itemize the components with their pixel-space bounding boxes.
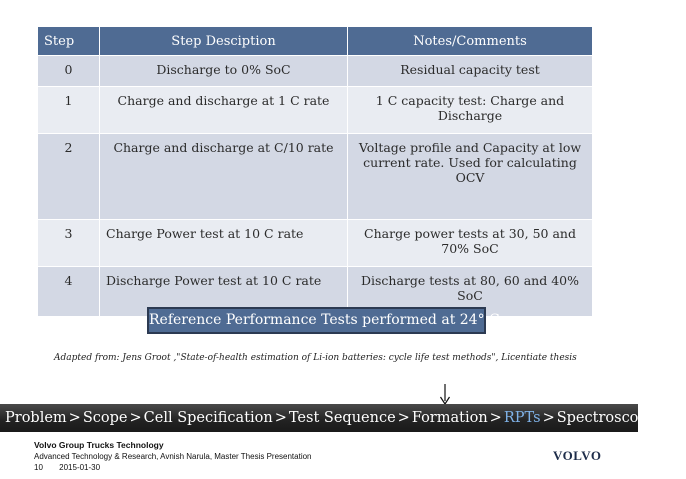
notes-cell: Discharge tests at 80, 60 and 40% SoC <box>348 267 593 317</box>
breadcrumb-separator: > <box>274 410 287 426</box>
header-step: Step <box>38 27 100 56</box>
rpt-table <box>37 26 593 317</box>
footer-org: Volvo Group Trucks Technology <box>34 440 164 450</box>
breadcrumb-item[interactable]: Formation <box>411 410 488 426</box>
step-cell: 1 <box>38 87 100 134</box>
header-description: Step Desciption <box>100 27 348 56</box>
breadcrumb-separator: > <box>397 410 410 426</box>
breadcrumb-separator: > <box>68 410 81 426</box>
breadcrumb-separator: > <box>657 410 671 426</box>
breadcrumb-item[interactable]: ... <box>672 410 686 426</box>
caption-box: Reference Performance Tests performed at 24° C <box>147 307 486 334</box>
step-cell: 3 <box>38 220 100 267</box>
breadcrumb-items <box>0 404 686 432</box>
breadcrumb-item[interactable]: Scope <box>82 410 128 426</box>
description-cell: Charge Power test at 10 C rate <box>100 220 348 267</box>
breadcrumb-item[interactable]: Spectroscopy <box>556 410 656 426</box>
breadcrumb-separator: > <box>489 410 502 426</box>
table-header-row <box>38 27 593 56</box>
breadcrumb <box>0 404 686 432</box>
notes-cell: 1 C capacity test: Charge and Discharge <box>348 87 593 134</box>
table-row <box>38 87 593 134</box>
breadcrumb-item[interactable]: Cell Specification <box>143 410 273 426</box>
table-row <box>38 220 593 267</box>
notes-cell: Voltage profile and Capacity at low current rate. Used for calculating OCV <box>348 134 593 220</box>
footer-page-number: 10 <box>34 463 43 472</box>
table-row <box>38 56 593 87</box>
step-cell: 4 <box>38 267 100 317</box>
description-cell: Charge and discharge at 1 C rate <box>100 87 348 134</box>
down-arrow-icon <box>439 384 451 406</box>
volvo-logo: VOLVO <box>553 448 602 463</box>
citation-text: Adapted from: Jens Groot ,"State-of-health estimation of Li-ion batteries: cycle life test methods", Licentiate thesis <box>54 353 577 363</box>
description-cell: Discharge to 0% SoC <box>100 56 348 87</box>
footer <box>34 440 312 473</box>
step-cell: 0 <box>38 56 100 87</box>
footer-subtitle: Advanced Technology & Research, Avnish Narula, Master Thesis Presentation <box>34 452 312 461</box>
breadcrumb-item[interactable]: Problem <box>5 410 67 426</box>
breadcrumb-item[interactable]: Test Sequence <box>288 410 396 426</box>
footer-date: 2015-01-30 <box>59 463 101 472</box>
description-cell: Discharge Power test at 10 C rate <box>100 267 348 317</box>
description-cell: Charge and discharge at C/10 rate <box>100 134 348 220</box>
footer-meta <box>34 462 312 473</box>
breadcrumb-separator: > <box>542 410 555 426</box>
step-cell: 2 <box>38 134 100 220</box>
notes-cell: Residual capacity test <box>348 56 593 87</box>
header-notes: Notes/Comments <box>348 27 593 56</box>
breadcrumb-separator: > <box>129 410 142 426</box>
breadcrumb-item[interactable]: RPTs <box>503 410 541 426</box>
table-row <box>38 134 593 220</box>
notes-cell: Charge power tests at 30, 50 and 70% SoC <box>348 220 593 267</box>
